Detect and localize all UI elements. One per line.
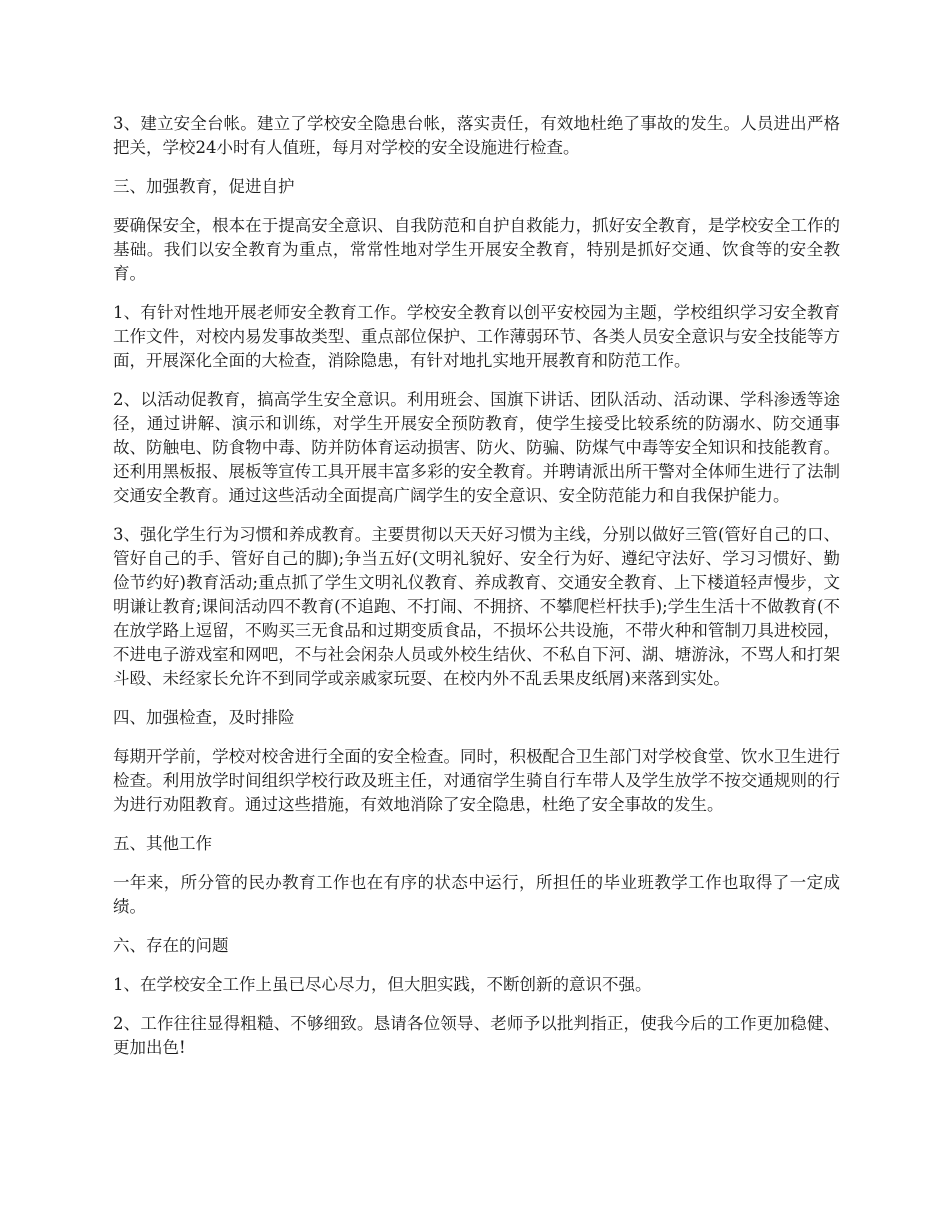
paragraph-other-work: 一年来，所分管的民办教育工作也在有序的状态中运行，所担任的毕业班教学工作也取得了一定成绩。 [113,873,840,916]
section-heading-other-work: 五、其他工作 [113,834,212,853]
document-body [113,112,840,1075]
paragraph-problem-1: 1、在学校安全工作上虽已尽心尽力，但大胆实践，不断创新的意识不强。 [113,975,652,994]
paragraph-inspection: 每期开学前，学校对校舍进行全面的安全检查。同时，积极配合卫生部门对学校食堂、饮水卫生进行检查。利用放学时间组织学校行政及班主任，对通宿学生骑自行车带人及学生放学不按交通规则的行为进行劝阻教育。通过这些措施，有效地消除了安全隐患，杜绝了安全事故的发生。 [113,747,840,814]
section-heading-inspection: 四、加强检查，及时排险 [113,708,295,727]
paragraph-safety-ledger: 3、建立安全台帐。建立了学校安全隐患台帐，落实责任，有效地杜绝了事故的发生。人员进出严格把关，学校24小时有人值班，每月对学校的安全设施进行检查。 [113,114,840,157]
paragraph-education-intro: 要确保安全，根本在于提高安全意识、自我防范和自护自救能力，抓好安全教育，是学校安全工作的基础。我们以安全教育为重点，常常性地对学生开展安全教育，特别是抓好交通、饮食等的安全教育。 [113,216,840,283]
paragraph-behavior-habits: 3、强化学生行为习惯和养成教育。主要贯彻以天天好习惯为主线，分别以做好三管(管好自己的口、管好自己的手、管好自己的脚);争当五好(文明礼貌好、安全行为好、遵纪守法好、学习习惯好、勤俭节约好)教育活动;重点抓了学生文明礼仪教育、养成教育、交通安全教育、上下楼道轻声慢步，文明谦让教育;课间活动四不教育(不追跑、不打闹、不拥挤、不攀爬栏杆扶手);学生生活十不做教育(不在放学路上逗留，不购买三无食品和过期变质食品，不损坏公共设施，不带火种和管制刀具进校园，不进电子游戏室和网吧，不与社会闲杂人员或外校生结伙、不私自下河、湖、塘游泳，不骂人和打架斗殴、未经家长允许不到同学或亲戚家玩耍、在校内外不乱丢果皮纸屑)来落到实处。 [113,525,840,688]
paragraph-teacher-education: 1、有针对性地开展老师安全教育工作。学校安全教育以创平安校园为主题，学校组织学习安全教育工作文件，对校内易发事故类型、重点部位保护、工作薄弱环节、各类人员安全意识与安全技能等方面，开展深化全面的大检查，消除隐患，有针对地扎实地开展教育和防范工作。 [113,303,840,370]
paragraph-problem-2: 2、工作往往显得粗糙、不够细致。恳请各位领导、老师予以批判指正，使我今后的工作更加稳健、更加出色! [113,1014,840,1057]
section-heading-education: 三、加强教育，促进自护 [113,177,295,196]
section-heading-problems: 六、存在的问题 [113,936,229,955]
paragraph-student-activities: 2、以活动促教育，搞高学生安全意识。利用班会、国旗下讲话、团队活动、活动课、学科渗透等途径，通过讲解、演示和训练，对学生开展安全预防教育，使学生接受比较系统的防溺水、防交通事故、防触电、防食物中毒、防并防体育运动损害、防火、防骗、防煤气中毒等安全知识和技能教育。还利用黑板报、展板等宣传工具开展丰富多彩的安全教育。并聘请派出所干警对全体师生进行了法制交通安全教育。通过这些活动全面提高广阔学生的安全意识、安全防范能力和自我保护能力。 [113,390,840,505]
